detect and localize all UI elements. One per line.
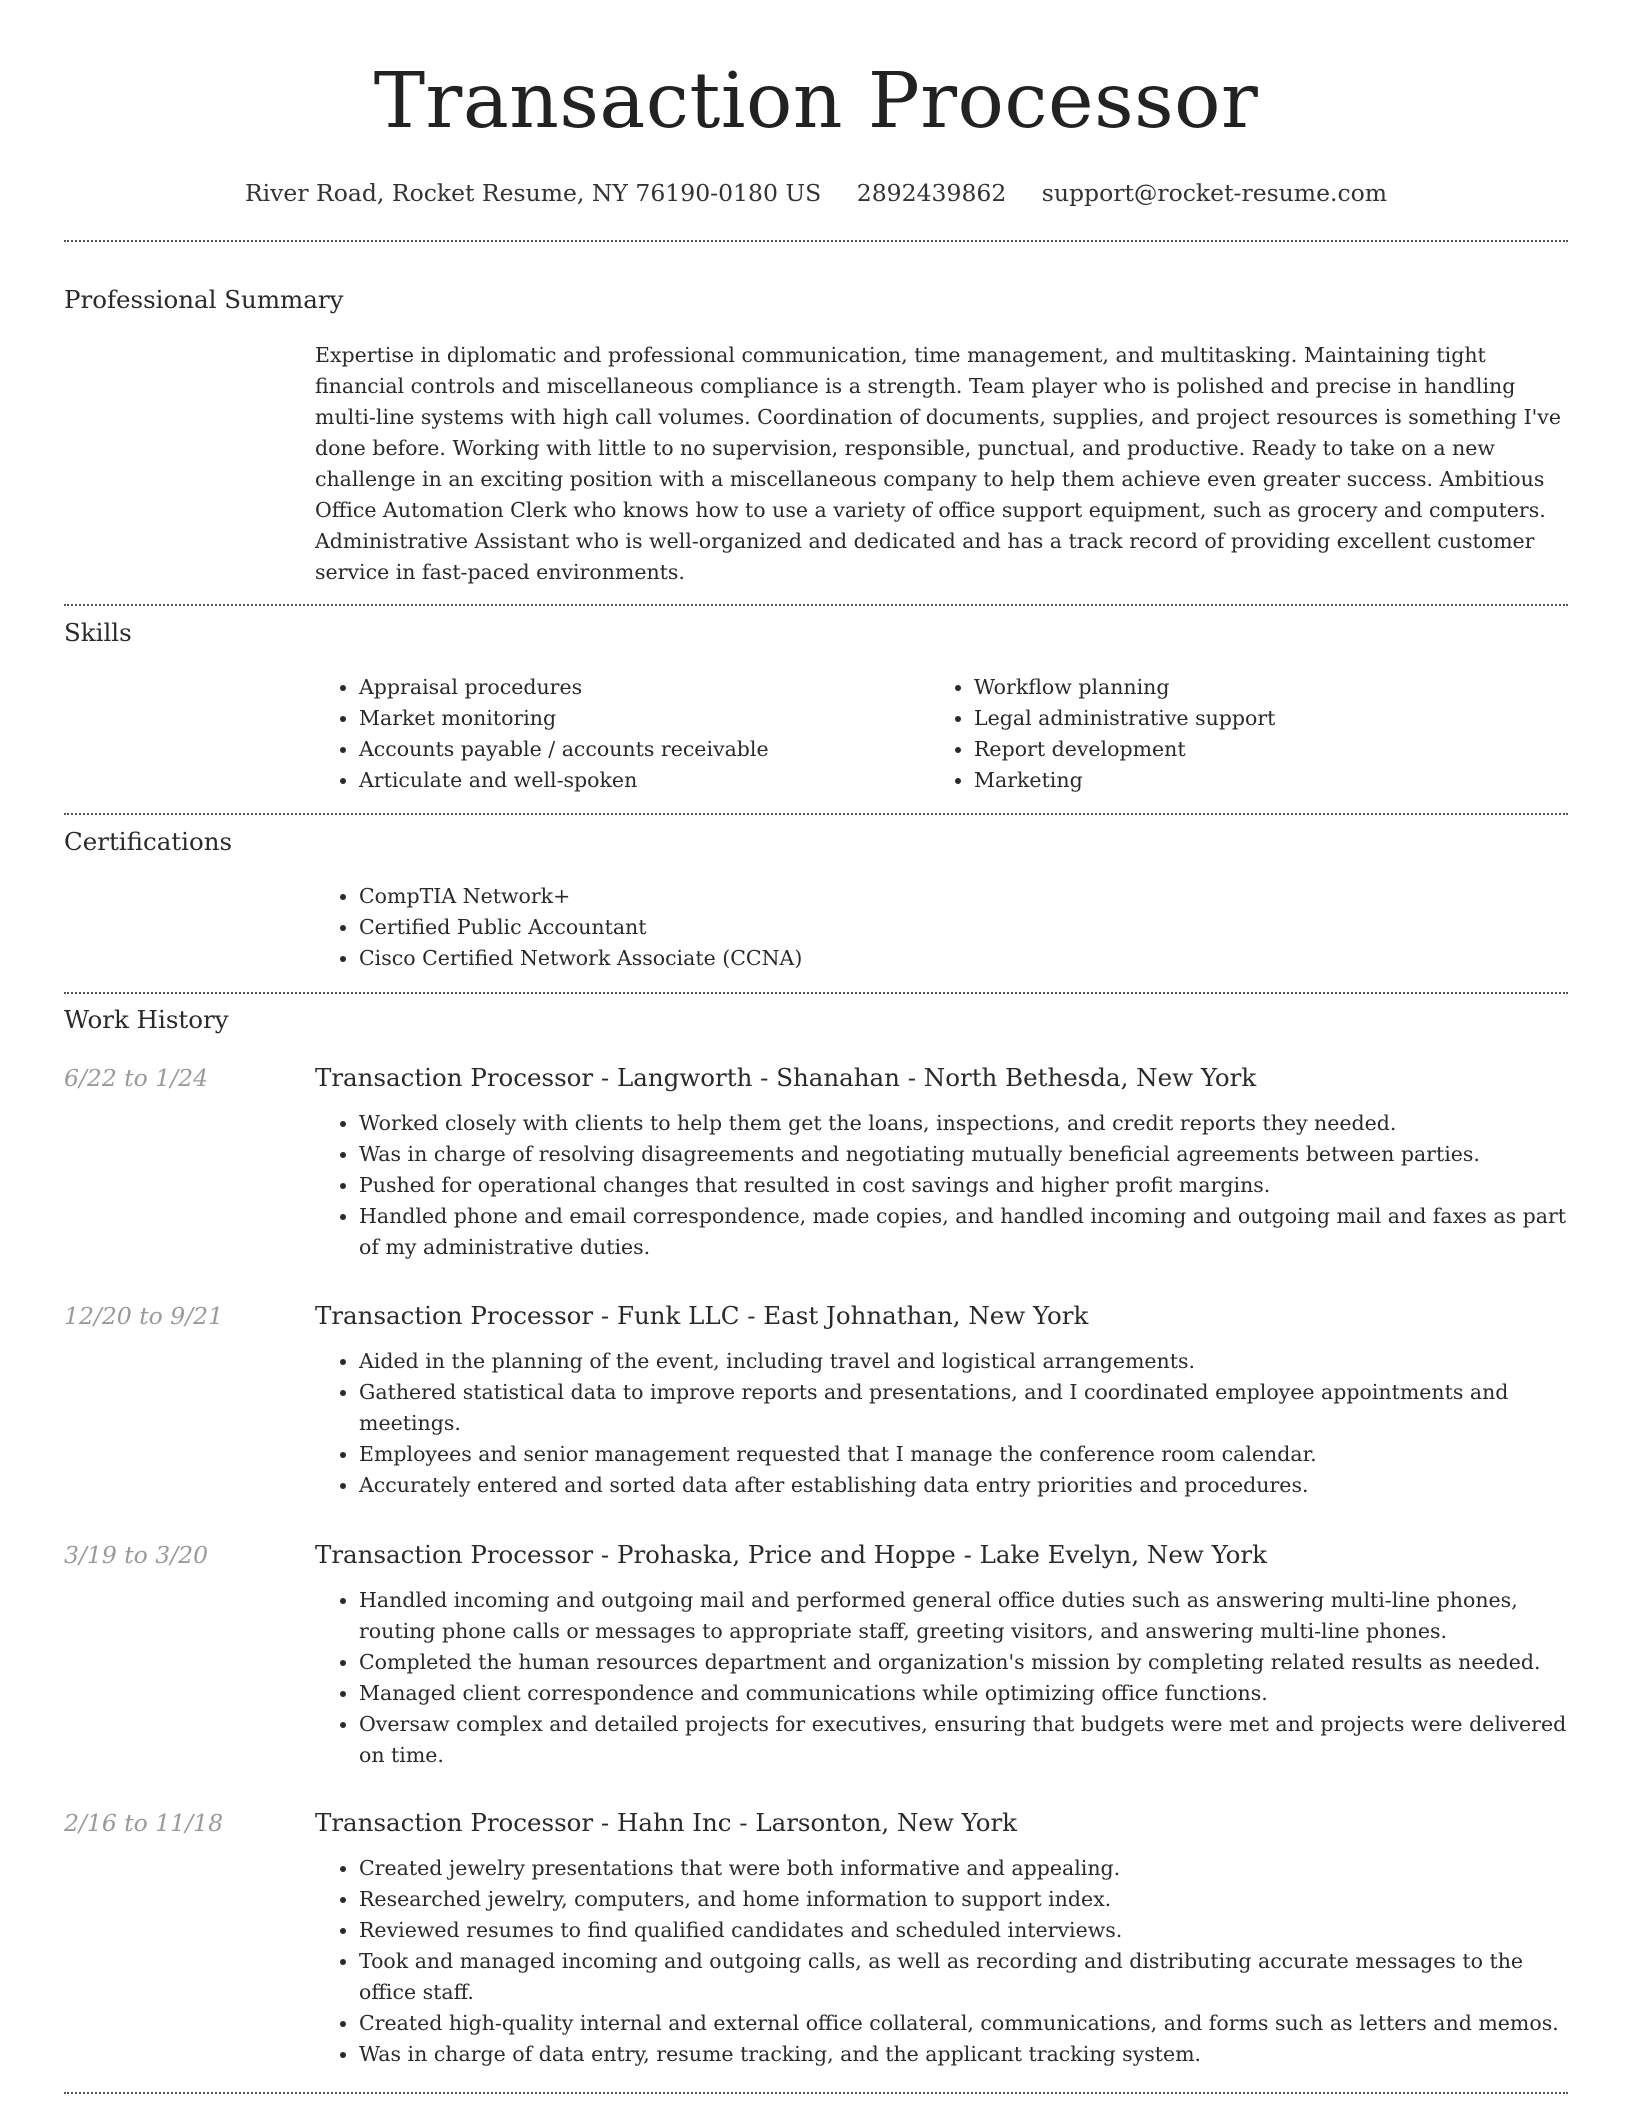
skill-item: • Accounts payable / accounts receivable [359, 734, 930, 765]
contact-line [0, 174, 1632, 212]
job-bullet: • Was in charge of resolving disagreements and negotiating mutually beneficial agreements between parties. [359, 1139, 1568, 1170]
job-entry [315, 1299, 1568, 1501]
job-bullet: • Accurately entered and sorted data after establishing data entry priorities and procedures. [359, 1470, 1568, 1501]
divider [64, 813, 1568, 815]
divider [64, 240, 1568, 242]
job-bullet: • Employees and senior management requested that I manage the conference room calendar. [359, 1439, 1568, 1470]
skill-item: • Marketing [974, 765, 1545, 796]
certifications-list [315, 881, 1568, 974]
job-bullet: • Pushed for operational changes that resulted in cost savings and higher profit margins. [359, 1170, 1568, 1201]
job-entry [315, 1538, 1568, 1771]
job-bullet: • Aided in the planning of the event, including travel and logistical arrangements. [359, 1346, 1568, 1377]
job-dates: 12/20 to 9/21 [64, 1302, 224, 1330]
job-bullet: • Took and managed incoming and outgoing calls, as well as recording and distributing accurate messages to the office staff. [359, 1946, 1568, 2008]
certification-item: • Cisco Certified Network Associate (CCNA) [359, 943, 1568, 974]
job-bullets [315, 1585, 1568, 1771]
job-bullet: • Created jewelry presentations that were both informative and appealing. [359, 1853, 1568, 1884]
contact-phone: 2892439862 [856, 179, 1007, 207]
resume-header [0, 48, 1632, 212]
certification-item: • CompTIA Network+ [359, 881, 1568, 912]
candidate-name: Transaction Processor [373, 57, 1259, 146]
job-bullet: • Created high-quality internal and external office collateral, communications, and forms such as letters and memos. [359, 2008, 1568, 2039]
job-dates: 6/22 to 1/24 [64, 1064, 209, 1092]
job-bullet: • Managed client correspondence and communications while optimizing office functions. [359, 1678, 1568, 1709]
contact-address: River Road, Rocket Resume, NY 76190-0180 US [244, 179, 822, 207]
job-title: Transaction Processor - Hahn Inc - Larsonton, New York [315, 1808, 1018, 1837]
job-bullets [315, 1346, 1568, 1501]
job-dates: 3/19 to 3/20 [64, 1541, 209, 1569]
section-title-summary: Professional Summary [64, 285, 344, 314]
skill-item: • Articulate and well-spoken [359, 765, 930, 796]
section-title-skills: Skills [64, 618, 132, 647]
job-bullet: • Completed the human resources department and organization's mission by completing related results as needed. [359, 1647, 1568, 1678]
skill-item: • Market monitoring [359, 703, 930, 734]
job-dates: 2/16 to 11/18 [64, 1809, 224, 1837]
job-bullet: • Researched jewelry, computers, and home information to support index. [359, 1884, 1568, 1915]
summary-text: Expertise in diplomatic and professional communication, time management, and multitasking. Maintaining tight financial controls and miscellaneous compliance is a strength. Team player who is polished and precise in handling multi-line systems with high call volumes. Coordination of documents, supplies, and project resources is something I've done before. Working with little to no supervision, responsible, punctual, and productive. Ready to take on a new challenge in an exciting position with a miscellaneous company to help them achieve even greater success. Ambitious Office Automation Clerk who knows how to use a variety of office support equipment, such as grocery and computers. Administrative Assistant who is well-organized and dedicated and has a track record of providing excellent customer service in fast-paced environments. [315, 343, 1562, 584]
job-title: Transaction Processor - Prohaska, Price and Hoppe - Lake Evelyn, New York [315, 1540, 1267, 1569]
skills-column-left [315, 672, 930, 796]
job-title: Transaction Processor - Langworth - Shanahan - North Bethesda, New York [315, 1063, 1257, 1092]
job-bullet: • Reviewed resumes to find qualified candidates and scheduled interviews. [359, 1915, 1568, 1946]
contact-email: support@rocket-resume.com [1041, 179, 1388, 207]
divider [64, 2092, 1568, 2094]
job-entry [315, 1806, 1568, 2070]
job-bullets [315, 1108, 1568, 1263]
skills-column-right [930, 672, 1545, 796]
job-bullets [315, 1853, 1568, 2070]
job-bullet: • Handled incoming and outgoing mail and performed general office duties such as answering multi-line phones, routing phone calls or messages to appropriate staff, greeting visitors, and answering multi-line phones. [359, 1585, 1568, 1647]
skill-item: • Appraisal procedures [359, 672, 930, 703]
divider [64, 992, 1568, 994]
job-bullet: • Worked closely with clients to help them get the loans, inspections, and credit reports they needed. [359, 1108, 1568, 1139]
certification-item: • Certified Public Accountant [359, 912, 1568, 943]
job-entry [315, 1061, 1568, 1263]
job-title: Transaction Processor - Funk LLC - East Johnathan, New York [315, 1301, 1089, 1330]
job-bullet: • Oversaw complex and detailed projects for executives, ensuring that budgets were met and projects were delivered on time. [359, 1709, 1568, 1771]
section-title-certifications: Certifications [64, 827, 233, 856]
job-bullet: • Was in charge of data entry, resume tracking, and the applicant tracking system. [359, 2039, 1568, 2070]
job-bullet: • Gathered statistical data to improve reports and presentations, and I coordinated employee appointments and meetings. [359, 1377, 1568, 1439]
skill-item: • Workflow planning [974, 672, 1545, 703]
skills-list [315, 672, 1568, 796]
skill-item: • Report development [974, 734, 1545, 765]
job-bullet: • Handled phone and email correspondence, made copies, and handled incoming and outgoing mail and faxes as part of my administrative duties. [359, 1201, 1568, 1263]
skill-item: • Legal administrative support [974, 703, 1545, 734]
divider [64, 604, 1568, 606]
section-title-work-history: Work History [64, 1005, 229, 1034]
